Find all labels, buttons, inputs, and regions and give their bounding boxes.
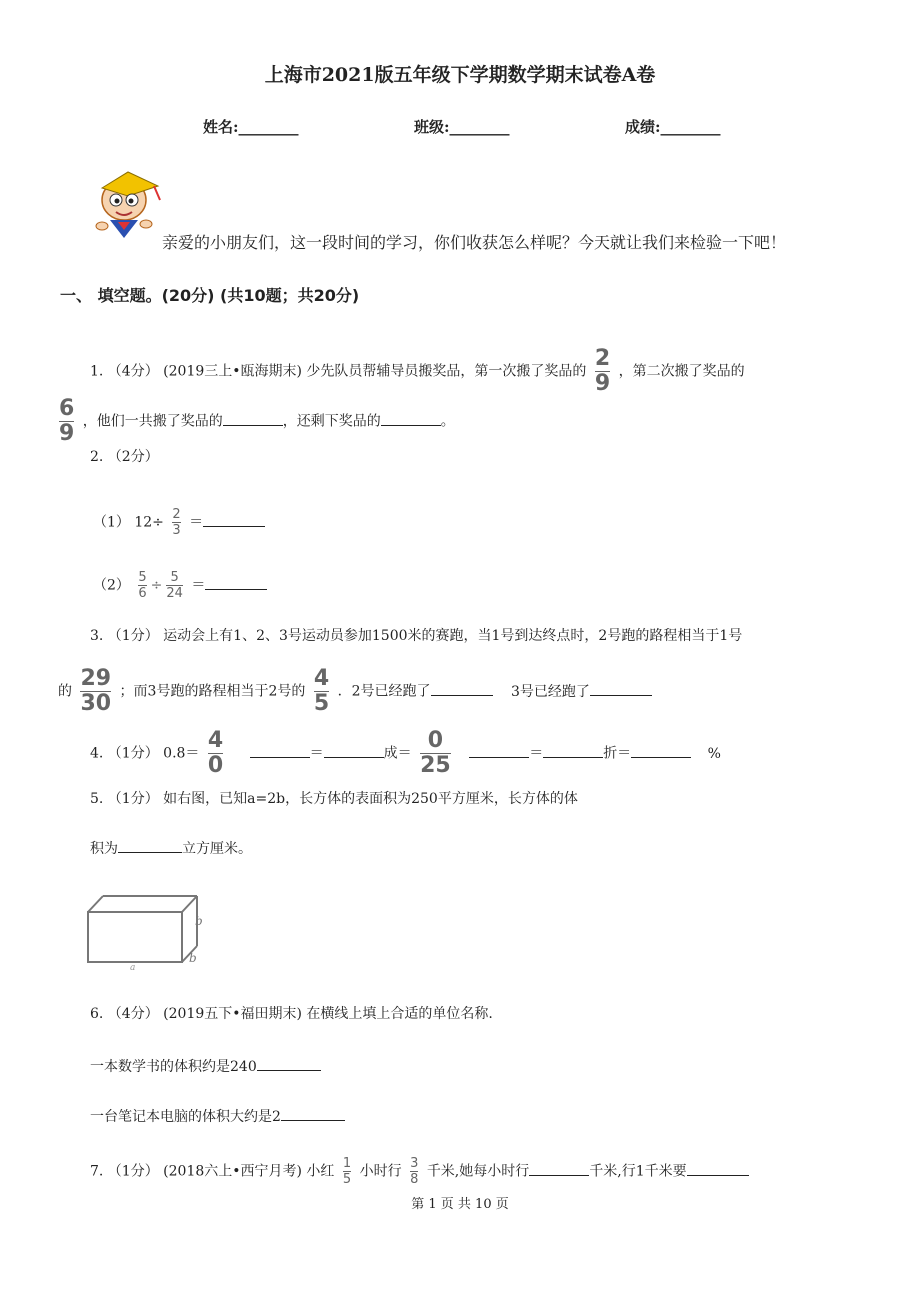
q4-blank-3[interactable]	[469, 743, 529, 758]
greeting-text: 亲爱的小朋友们，这一段时间的学习，你们收获怎么样呢？今天就让我们来检验一下吧！	[162, 233, 787, 252]
q3-fraction-1: $\frac{29}{30}$	[80, 666, 112, 716]
q5-blank[interactable]	[118, 838, 182, 853]
question-5-line-1: 5. （1分） 如右图，已知a=2b，长方体的表面积为250平方厘米，长方体的体	[90, 791, 578, 807]
label-b-side: b	[189, 951, 197, 965]
q1-head: 1. （4分） (2019三上•瓯海期末) 少先队员帮辅导员搬奖品，第一次搬了奖品的	[90, 363, 587, 380]
q7-blank-1[interactable]	[529, 1161, 589, 1176]
q4-blank-5[interactable]	[631, 743, 691, 758]
q7-fraction-1: $\frac{1}{5}$	[342, 1156, 352, 1187]
question-1-line-1	[90, 348, 745, 395]
question-6-line-2: 一台笔记本电脑的体积大约是2	[90, 1106, 345, 1126]
label-a: a	[130, 963, 136, 970]
q1-blank-2[interactable]	[381, 411, 441, 426]
name-field[interactable]: 姓名:________	[203, 118, 299, 136]
q4-blank-4[interactable]	[543, 743, 603, 758]
question-1-line-2: $\frac{6}{9}$ ，他们一共搬了奖品的 ，还剩下奖品的 。	[59, 396, 455, 446]
q4-fraction-1: $\frac{4}{0}$	[207, 728, 224, 778]
question-2-part-2: （2） $\frac{5}{6}$ ÷ $\frac{5}{24}$ ＝	[93, 571, 267, 600]
question-5-line-2: 积为 立方厘米。	[90, 838, 252, 858]
q7-fraction-2: $\frac{3}{8}$	[410, 1156, 419, 1187]
question-3-head: 3. （1分） 运动会上有1、2、3号运动员参加1500米的赛跑，当1号到达终点时，2号跑的路程相当于1号	[90, 628, 743, 644]
q7-blank-2[interactable]	[687, 1161, 749, 1176]
q2-blank-1[interactable]	[203, 512, 265, 527]
q6-blank-1[interactable]	[257, 1056, 321, 1071]
q1-fraction-2: $\frac{6}{9}$	[59, 396, 75, 446]
q3-fraction-2: $\frac{4}{5}$	[313, 666, 330, 716]
label-b-top: b	[195, 914, 203, 928]
q4-blank-2[interactable]	[324, 743, 384, 758]
q2-fraction-b: $\frac{5}{24}$	[166, 570, 183, 601]
mascot-icon	[88, 166, 168, 246]
q2-fraction-a: $\frac{5}{6}$	[138, 570, 147, 601]
q3-blank-1[interactable]	[431, 681, 493, 696]
question-2-head: 2. （2分）	[90, 449, 159, 465]
page-footer: 第 1 页 共 10 页	[411, 1197, 509, 1212]
class-field[interactable]: 班级:________	[414, 118, 510, 136]
q2-fraction: $\frac{2}{3}$	[172, 507, 181, 538]
score-field[interactable]: 成绩:________	[625, 118, 721, 136]
section-heading: 一、 填空题。(20分) (共10题；共20分)	[60, 286, 360, 305]
page-title: 上海市2021版五年级下学期数学期末试卷A卷	[264, 64, 656, 86]
q4-fraction-2: $\frac{0}{25}$	[420, 728, 451, 778]
question-6-line-1: 一本数学书的体积约是240	[90, 1056, 321, 1076]
cuboid-figure	[85, 890, 210, 970]
question-3-line-2: 的 $\frac{29}{30}$ ；而3号跑的路程相当于2号的 $\frac{4}{5}$ ．2号已经跑了 3号已经跑了	[58, 668, 652, 715]
q2-blank-2[interactable]	[205, 575, 267, 590]
q3-blank-2[interactable]	[590, 681, 652, 696]
q4-blank-1[interactable]	[250, 743, 310, 758]
question-6-head: 6. （4分） (2019五下•福田期末) 在横线上填上合适的单位名称.	[90, 1006, 493, 1022]
question-4: 4. （1分） 0.8＝ $\frac{4}{0}$ ＝ 成＝ $\frac{0}{25}$ ＝ 折＝ %	[90, 728, 721, 778]
q1-mid: ，第二次搬了奖品的	[618, 363, 745, 380]
q1-blank-1[interactable]	[223, 411, 283, 426]
question-7: 7. （1分） (2018六上•西宁月考) 小红 $\frac{1}{5}$ 小时行 $\frac{3}{8}$ 千米,她每小时行 千米,行1千米要	[90, 1157, 749, 1186]
q6-blank-2[interactable]	[281, 1106, 345, 1121]
question-2-part-1: （1） 12÷ $\frac{2}{3}$ ＝	[93, 508, 265, 537]
q1-fraction-1: $\frac{2}{9}$	[594, 346, 611, 396]
